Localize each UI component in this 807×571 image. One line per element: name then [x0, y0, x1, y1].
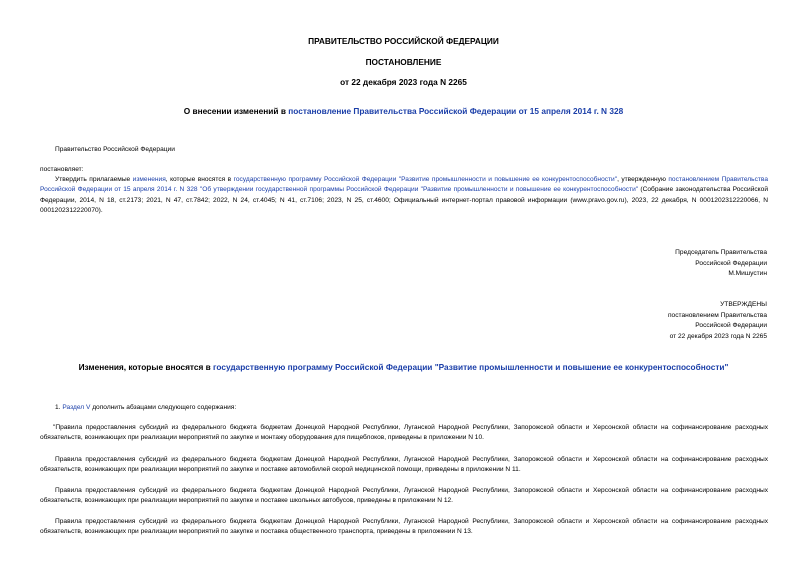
changes-title: Изменения, которые вносятся в государственную программу Российской Федерации "Развитие промышленности и повышение ее конкурентоспособности": [78, 362, 729, 372]
main-paragraph: Утвердить прилагаемые изменения, которые вносятся в государственную программу Российской Федерации "Развитие промышленности и повышение ее конкурентоспособности", утвержденную постановлением Правительства Российской Федерации от 15 апреля 2014 г. N 328 "Об утверждении государственной программы Российской Федерации "Развитие промышленности и повышение ее конкурентоспособности" (Собрание законодательства Российской Федерации, 2014, N 18, ст.2173; 2021, N 47, ст.7842; 2022, N 24, ст.4045; N 41, ст.7106; 2023, N 25, ст.4600; Официальный интернет-портал правовой информации (www.pravo.gov.ru), 2023, 22 декабря, N 0001202312220066, N 0001202312220070).: [40, 176, 768, 215]
annex-13-paragraph: Правила предоставления субсидий из федерального бюджета бюджетам Донецкой Народной Республики, Луганской Народной Республики, Запорожской области и Херсонской области на софинансирование расходных обязательств, возникающих при реализации мероприятий по закупке и поставка общественного транспорта, приведены в приложении N 13.: [40, 518, 768, 536]
approval-block: УТВЕРЖДЕНЫ постановлением Правительства Российской Федерации от 22 декабря 2023 года N 2265: [667, 301, 767, 341]
doc-type-heading: ПОСТАНОВЛЕНИЕ: [365, 57, 442, 67]
annex-10-paragraph: "Правила предоставления субсидий из федерального бюджета бюджетам Донецкой Народной Республики, Луганской Народной Республики, Запорожской области и Херсонской области на софинансирование расходных обязательств, возникающих при реализации мероприятий по закупке и монтажу оборудования для пищеблоков, приведены в приложении N 10.: [40, 424, 768, 442]
government-heading: ПРАВИТЕЛЬСТВО РОССИЙСКОЙ ФЕДЕРАЦИИ: [308, 36, 499, 46]
changes-program-link[interactable]: государственную программу Российской Федерации "Развитие промышленности и повышение ее конкурентоспособности": [213, 362, 729, 372]
changes-link[interactable]: изменения: [132, 176, 166, 183]
annex-12-paragraph: Правила предоставления субсидий из федерального бюджета бюджетам Донецкой Народной Республики, Луганской Народной Республики, Запорожской области и Херсонской области на софинансирование расходных обязательств, возникающих при реализации мероприятий по закупке и поставке школьных автобусов, приведены в приложении N 12.: [40, 487, 768, 505]
annex-11-paragraph: Правила предоставления субсидий из федерального бюджета бюджетам Донецкой Народной Республики, Луганской Народной Республики, Запорожской области и Херсонской области на софинансирование расходных обязательств, возникающих при реализации мероприятий по закупке и поставке автомобилей скорой медицинской помощи, приведены в приложении N 11.: [40, 456, 768, 474]
item-1: 1. Раздел V дополнить абзацами следующего содержания:: [55, 404, 237, 411]
subject-link[interactable]: постановление Правительства Российской Федерации от 15 апреля 2014 г. N 328: [288, 106, 624, 116]
section-v-link[interactable]: Раздел V: [62, 404, 91, 411]
subject-prefix: О внесении изменений в: [183, 106, 289, 116]
program-link[interactable]: государственную программу Российской Федерации "Развитие промышленности и повышение ее конкурентоспособности": [233, 176, 618, 183]
date-number-heading: от 22 декабря 2023 года N 2265: [340, 77, 467, 87]
decrees-text: постановляет:: [40, 166, 84, 173]
decree-link[interactable]: постановлением Правительства Российской Федерации от 15 апреля 2014 г. N 328 "Об утверждении государственной программы Российской Федерации "Развитие промышленности и повышение ее конкурентоспособности": [40, 176, 768, 194]
document-subject: [0, 106, 807, 116]
signature-block: Председатель Правительства Российской Федерации М.Мишустин: [675, 249, 767, 278]
issuer-text: Правительство Российской Федерации: [55, 146, 175, 153]
